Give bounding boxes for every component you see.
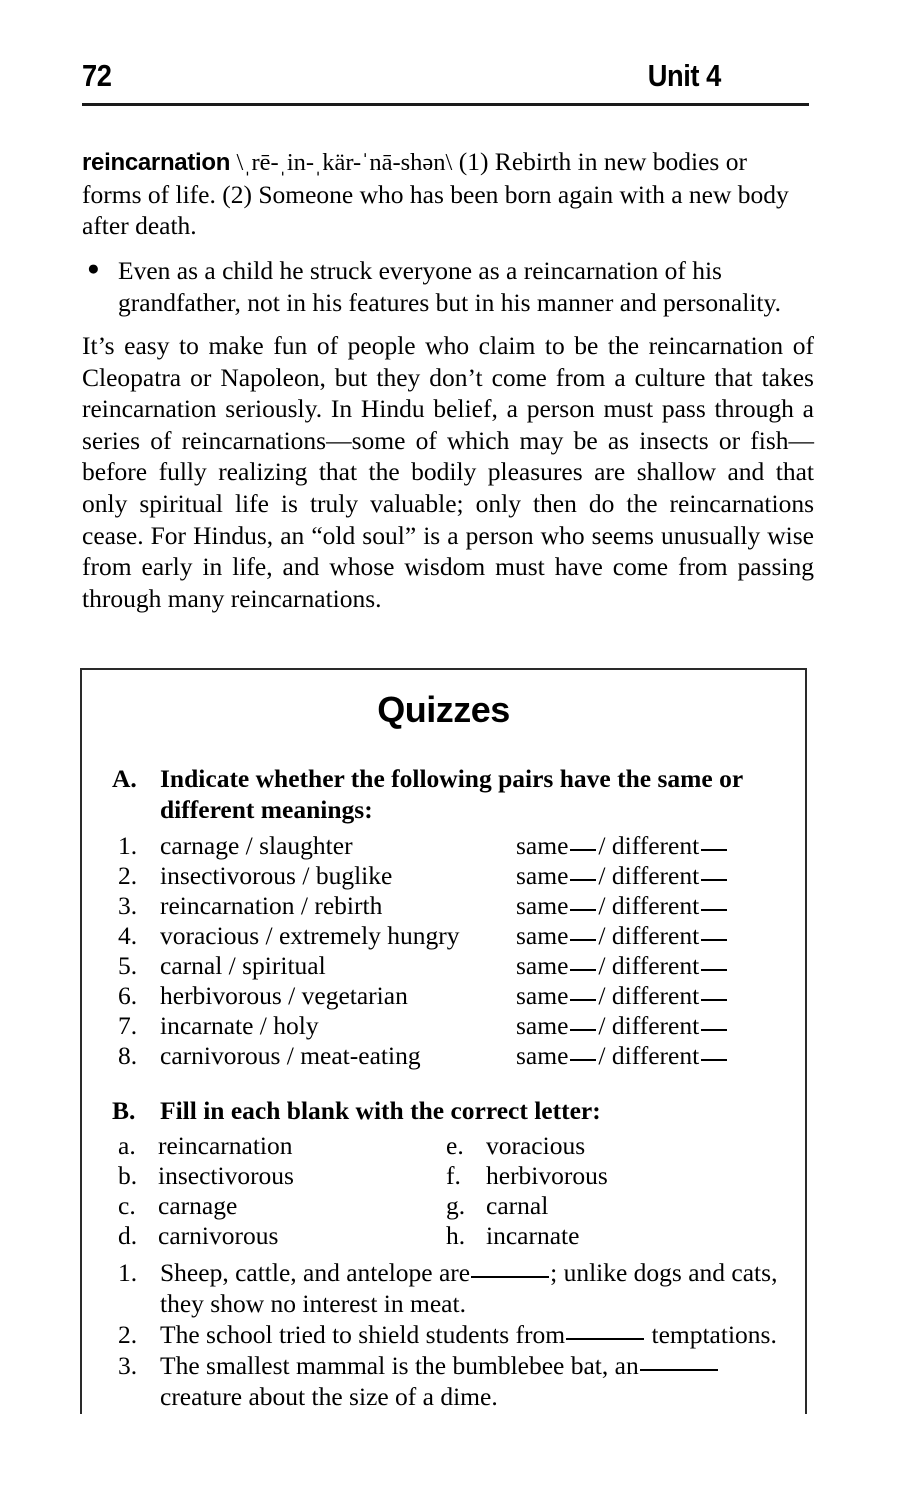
choice-word: incarnate [486, 1221, 580, 1250]
bullet-icon: ● [87, 256, 100, 280]
item-pair: voracious / extremely hungry [160, 921, 460, 950]
different-label: different [611, 861, 700, 890]
different-label: different [611, 831, 700, 860]
answer-choices[interactable] [516, 1011, 729, 1041]
entry-pronunciation: \ˌrē-ˌin-ˌkär-ˈnā-shən\ [236, 149, 453, 176]
pair-row [82, 891, 805, 921]
answer-choices[interactable] [516, 831, 729, 861]
item-number: 8. [118, 1041, 138, 1070]
pair-row [82, 951, 805, 981]
item-number: 5. [118, 951, 138, 980]
pair-row [82, 981, 805, 1011]
different-label: different [611, 981, 700, 1010]
choice-word: carnage [158, 1191, 238, 1220]
page-number: 72 [82, 58, 112, 93]
different-blank[interactable] [701, 1059, 727, 1061]
answer-choices[interactable] [516, 921, 729, 951]
header-rule [82, 103, 809, 106]
same-label: same [516, 1011, 569, 1040]
choice-item [118, 1161, 294, 1191]
different-label: different [611, 951, 700, 980]
answer-separator: / [598, 951, 606, 980]
example-item [82, 255, 812, 318]
same-blank[interactable] [570, 1059, 596, 1061]
section-b-letter: B. [112, 1096, 136, 1125]
choice-letter: e. [446, 1131, 464, 1160]
sentence-before: Sheep, cattle, and antelope are [160, 1258, 471, 1287]
sentence-row [82, 1319, 805, 1350]
section-a-items [82, 831, 805, 1071]
same-label: same [516, 891, 569, 920]
item-pair: incarnate / holy [160, 1011, 319, 1040]
choice-item [118, 1221, 278, 1251]
sentence-before: The school tried to shield students from [160, 1320, 566, 1349]
item-number: 7. [118, 1011, 138, 1040]
different-label: different [611, 1041, 700, 1070]
answer-separator: / [598, 1041, 606, 1070]
choice-item [118, 1131, 293, 1161]
answer-separator: / [598, 981, 606, 1010]
different-blank[interactable] [701, 1029, 727, 1031]
item-number: 3. [118, 891, 138, 920]
answer-separator: / [598, 921, 606, 950]
different-blank[interactable] [701, 939, 727, 941]
same-label: same [516, 921, 569, 950]
section-a-heading [82, 763, 805, 825]
pair-row [82, 921, 805, 951]
answer-choices[interactable] [516, 861, 729, 891]
sentence-after: temptations. [645, 1320, 777, 1349]
same-blank[interactable] [570, 969, 596, 971]
item-pair: insectivorous / buglike [160, 861, 393, 890]
section-b-heading [82, 1095, 805, 1126]
item-pair: carnage / slaughter [160, 831, 353, 860]
answer-choices[interactable] [516, 1041, 729, 1071]
choice-word: carnal [486, 1191, 549, 1220]
section-a-letter: A. [112, 764, 137, 793]
item-pair: carnal / spiritual [160, 951, 326, 980]
sentence-row [82, 1350, 805, 1412]
section-a-instruction: Indicate whether the following pairs have the same or different meanings: [160, 764, 743, 824]
choice-letter: h. [446, 1221, 466, 1250]
section-b-sentences [82, 1257, 805, 1412]
same-blank[interactable] [570, 909, 596, 911]
dictionary-entry [82, 146, 812, 242]
different-blank[interactable] [701, 849, 727, 851]
section-b-instruction: Fill in each blank with the correct letter: [160, 1096, 601, 1125]
choice-letter: b. [118, 1161, 138, 1190]
item-pair: herbivorous / vegetarian [160, 981, 408, 1010]
same-blank[interactable] [570, 1029, 596, 1031]
choice-item [118, 1191, 237, 1221]
sentence-after: ; unlike dogs and cats, they show no interest in meat. [160, 1258, 778, 1318]
quizzes-title: Quizzes [377, 689, 510, 730]
different-blank[interactable] [701, 969, 727, 971]
item-number: 1. [118, 831, 138, 860]
choice-letter: f. [446, 1161, 461, 1190]
choice-letter: c. [118, 1191, 136, 1220]
entry-definition: (1) Rebirth in new bodies or forms of life. (2) Someone who has been born again with a new body after death. [82, 147, 789, 240]
same-label: same [516, 861, 569, 890]
fill-blank[interactable] [471, 1276, 549, 1278]
answer-choices[interactable] [516, 981, 729, 1011]
choice-word: voracious [486, 1131, 586, 1160]
pair-row [82, 1041, 805, 1071]
same-label: same [516, 831, 569, 860]
answer-separator: / [598, 1011, 606, 1040]
same-label: same [516, 981, 569, 1010]
different-label: different [611, 921, 700, 950]
quizzes-box [80, 668, 807, 1414]
running-head [82, 58, 721, 94]
choice-letter: g. [446, 1191, 466, 1220]
sentence-number: 2. [118, 1320, 138, 1349]
same-blank[interactable] [570, 879, 596, 881]
sentence-row [82, 1257, 805, 1319]
same-blank[interactable] [570, 849, 596, 851]
item-number: 2. [118, 861, 138, 890]
same-label: same [516, 951, 569, 980]
pair-row [82, 861, 805, 891]
choice-item [446, 1161, 608, 1191]
different-label: different [611, 1011, 700, 1040]
section-b-choices [82, 1131, 805, 1251]
answer-separator: / [598, 861, 606, 890]
fill-blank[interactable] [640, 1369, 718, 1371]
different-blank[interactable] [701, 909, 727, 911]
answer-choices[interactable] [516, 951, 729, 981]
pair-row [82, 831, 805, 861]
different-label: different [611, 891, 700, 920]
same-blank[interactable] [570, 939, 596, 941]
example-text: Even as a child he struck everyone as a reincarnation of his grandfather, not in his features but in his manner and personality. [118, 256, 781, 317]
answer-separator: / [598, 831, 606, 860]
choice-word: insectivorous [158, 1161, 294, 1190]
choice-letter: d. [118, 1221, 138, 1250]
sentence-before: The smallest mammal is the bumblebee bat, an [160, 1351, 639, 1380]
choice-word: herbivorous [486, 1161, 608, 1190]
choice-item [446, 1191, 548, 1221]
answer-choices[interactable] [516, 891, 729, 921]
pair-row [82, 1011, 805, 1041]
sentence-after: creature about the size of a dime. [160, 1382, 498, 1411]
entry-discussion: It’s easy to make fun of people who claim to be the reincarnation of Cleopatra or Napoleon, but they don’t come from a culture that takes reincarnation seriously. In Hindu belief, a person must pass through a series of reincarnations—some of which may be as insects or fish—before fully realizing that the bodily pleasures are shallow and that only spiritual life is truly valuable; only then do the reincarnations cease. For Hindus, an “old soul” is a person who seems unusually wise from early in life, and whose wisdom must have come from passing through many reincarnations. [82, 331, 814, 613]
item-number: 6. [118, 981, 138, 1010]
different-blank[interactable] [701, 999, 727, 1001]
sentence-number: 3. [118, 1351, 138, 1380]
fill-blank[interactable] [566, 1338, 644, 1340]
entry-headword: reincarnation [82, 149, 231, 176]
choice-item [446, 1131, 585, 1161]
choice-item [446, 1221, 579, 1251]
choice-word: reincarnation [158, 1131, 293, 1160]
item-number: 4. [118, 921, 138, 950]
sentence-number: 1. [118, 1258, 138, 1287]
different-blank[interactable] [701, 879, 727, 881]
choice-word: carnivorous [158, 1221, 279, 1250]
unit-label: Unit 4 [647, 58, 721, 93]
choice-letter: a. [118, 1131, 136, 1160]
answer-separator: / [598, 891, 606, 920]
item-pair: carnivorous / meat-eating [160, 1041, 421, 1070]
same-label: same [516, 1041, 569, 1070]
item-pair: reincarnation / rebirth [160, 891, 383, 920]
entry-example-list [82, 255, 812, 318]
same-blank[interactable] [570, 999, 596, 1001]
